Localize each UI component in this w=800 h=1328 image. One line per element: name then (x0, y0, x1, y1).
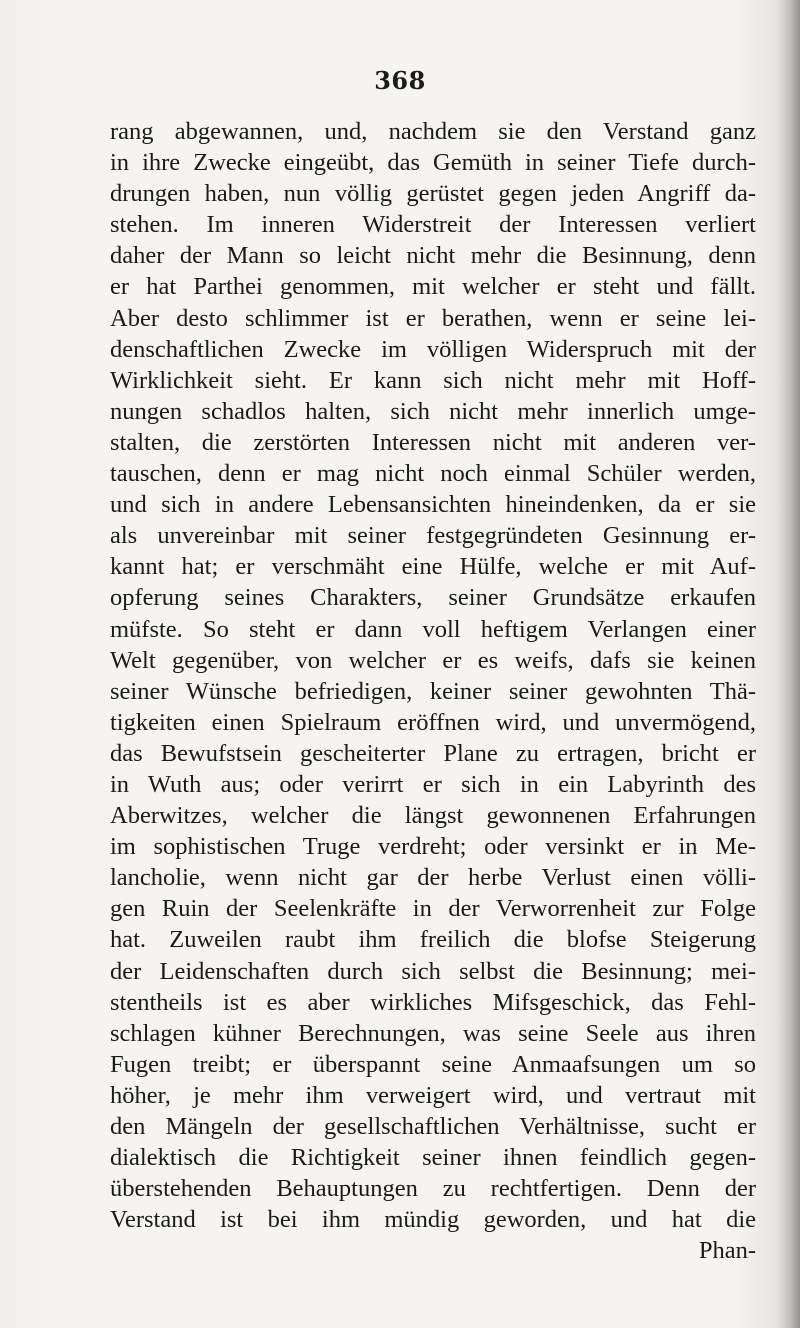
text-line: nungen schadlos halten, sich nicht mehr innerlich umge- (110, 397, 756, 425)
text-line: in Wuth aus; oder verirrt er sich in ein Labyrinth des (110, 770, 756, 798)
text-line: Verstand ist bei ihm mündig geworden, und hat die (110, 1206, 756, 1234)
body-text (110, 116, 756, 1266)
text-line: höher, je mehr ihm verweigert wird, und vertraut mit (110, 1081, 756, 1109)
text-line: stehen. Im inneren Widerstreit der Interessen verliert (110, 211, 756, 239)
text-line: dialektisch die Richtigkeit seiner ihnen feindlich gegen- (110, 1144, 756, 1172)
text-line: rang abgewannen, und, nachdem sie den Verstand ganz (110, 118, 756, 145)
text-line: das Bewufstsein gescheiterter Plane zu ertragen, bricht er (110, 739, 756, 767)
text-line: überstehenden Behauptungen zu rechtfertigen. Denn der (110, 1175, 756, 1203)
text-line: Fugen treibt; er überspannt seine Anmaafsungen um so (110, 1050, 756, 1078)
page-edge-shadow (778, 0, 800, 1328)
text-line: gen Ruin der Seelenkräfte in der Verworrenheit zur Folge (110, 895, 756, 923)
text-line: stentheils ist es aber wirkliches Mifsgeschick, das Fehl- (110, 988, 756, 1016)
text-line: in ihre Zwecke eingeübt, das Gemüth in seiner Tiefe durch- (110, 149, 756, 177)
text-line: stalten, die zerstörten Interessen nicht mit anderen ver- (110, 428, 756, 456)
text-line: der Leidenschaften durch sich selbst die Besinnung; mei- (110, 957, 756, 985)
text-line: opferung seines Charakters, seiner Grundsätze erkaufen (110, 584, 756, 612)
text-line: Welt gegenüber, von welcher er es weifs, dafs sie keinen (110, 646, 756, 674)
text-line: als unvereinbar mit seiner festgegründeten Gesinnung er- (110, 522, 756, 550)
text-line: müfste. So steht er dann voll heftigem Verlangen einer (110, 615, 756, 643)
text-line: und sich in andere Lebensansichten hineindenken, da er sie (110, 491, 756, 519)
text-line: den Mängeln der gesellschaftlichen Verhältnisse, sucht er (110, 1113, 756, 1140)
text-line: seiner Wünsche befriedigen, keiner seiner gewohnten Thä- (110, 677, 756, 705)
text-line: Aberwitzes, welcher die längst gewonnenen Erfahrungen (110, 802, 756, 830)
text-line: schlagen kühner Berechnungen, was seine Seele aus ihren (110, 1019, 756, 1047)
text-line: drungen haben, nun völlig gerüstet gegen jeden Angriff da- (110, 180, 756, 208)
text-line: er hat Parthei genommen, mit welcher er steht und fällt. (110, 273, 756, 301)
text-line: im sophistischen Truge verdreht; oder versinkt er in Me- (110, 833, 756, 861)
page-number: 368 (374, 66, 426, 95)
text-line: Wirklichkeit sieht. Er kann sich nicht mehr mit Hoff- (110, 366, 756, 394)
text-line: tigkeiten einen Spielraum eröffnen wird, und unvermögend, (110, 708, 756, 736)
text-line: lancholie, wenn nicht gar der herbe Verlust einen völli- (110, 864, 756, 892)
catchword: Phan- (698, 1237, 756, 1265)
text-line: hat. Zuweilen raubt ihm freilich die blofse Steigerung (110, 926, 756, 954)
text-line: denschaftlichen Zwecke im völligen Widerspruch mit der (110, 335, 756, 363)
text-line: tauschen, denn er mag nicht noch einmal Schüler werden, (110, 460, 756, 488)
text-line: kannt hat; er verschmäht eine Hülfe, welche er mit Auf- (110, 553, 756, 581)
text-line: daher der Mann so leicht nicht mehr die Besinnung, denn (110, 242, 756, 270)
text-line: Aber desto schlimmer ist er berathen, wenn er seine lei- (110, 304, 756, 332)
